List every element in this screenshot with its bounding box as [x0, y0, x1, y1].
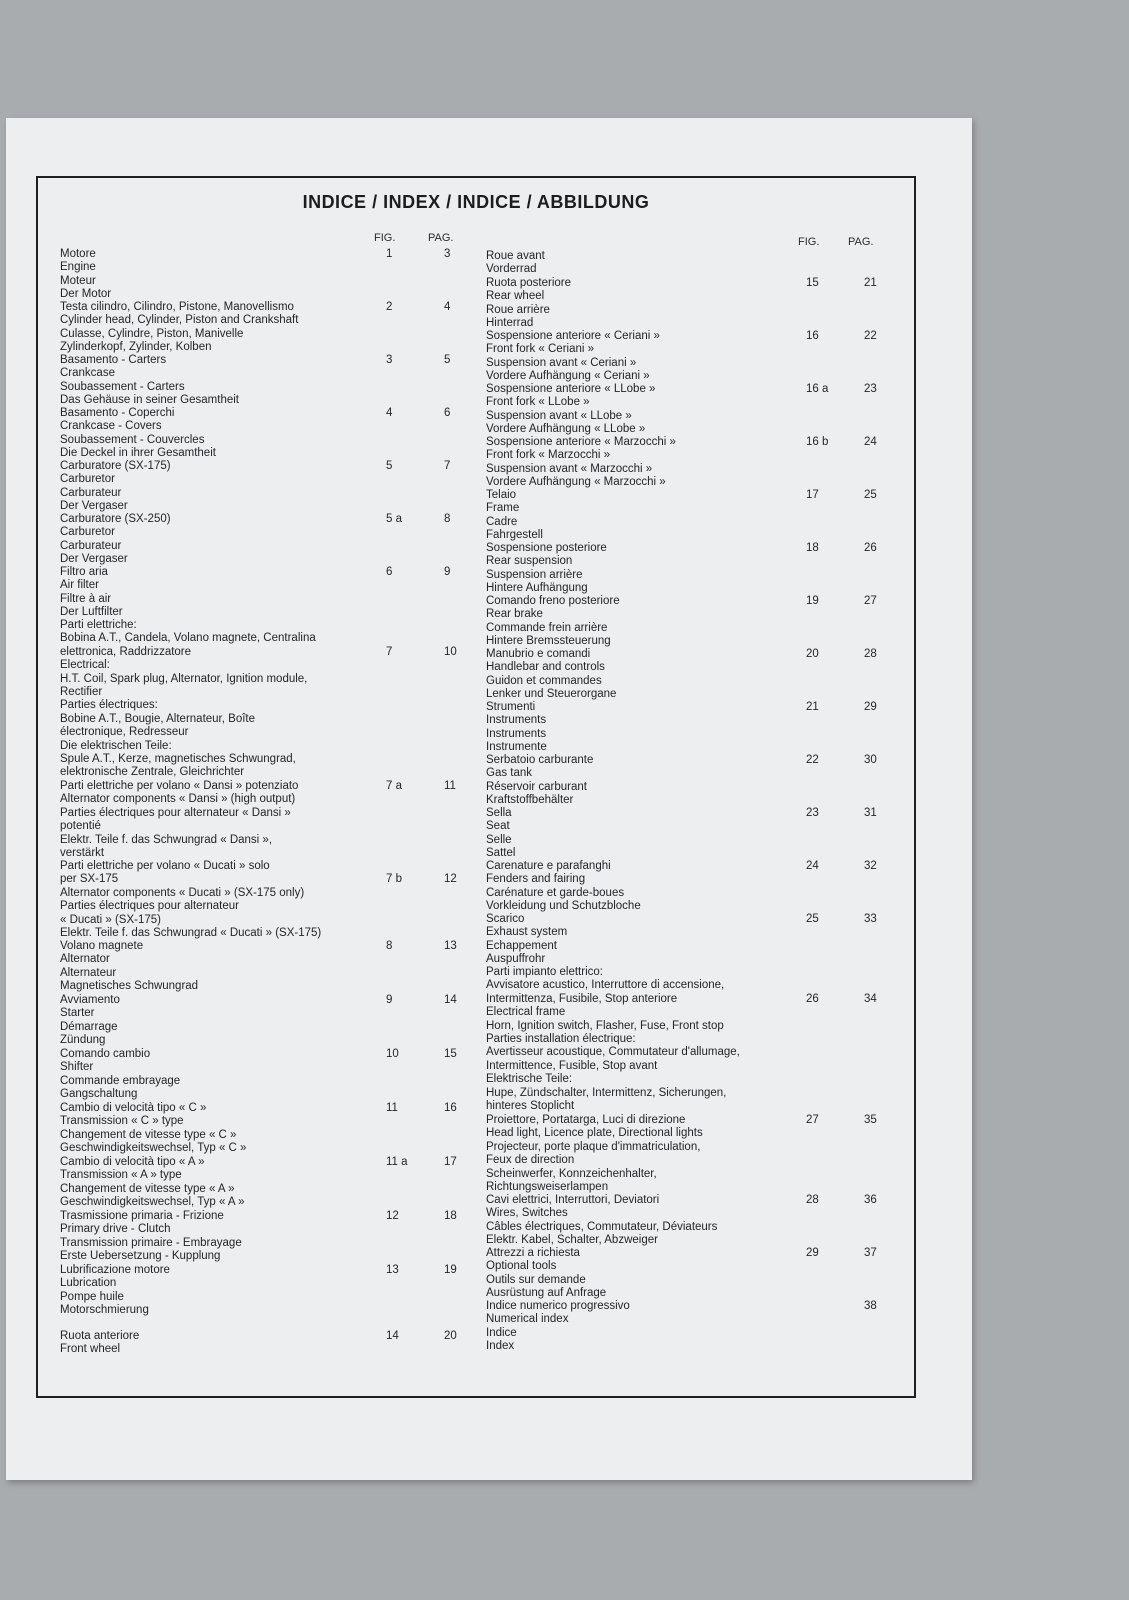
page-number: 30: [864, 754, 877, 766]
page-number: 35: [864, 1114, 877, 1126]
index-entry-line: Guidon et commandes: [486, 674, 602, 687]
index-entry-line: Sattel: [486, 847, 516, 860]
index-entry-line: Intermittenza, Fusibile, Stop anteriore: [486, 992, 678, 1005]
page-number: 4: [444, 301, 451, 313]
index-entry-line: Réservoir carburant: [486, 780, 587, 793]
index-entry-line: Der Vergaser: [60, 553, 128, 566]
fig-number: 6: [386, 566, 393, 578]
page-number: 3: [444, 248, 451, 260]
index-entry-line: Zündung: [60, 1034, 106, 1047]
index-entry-line: Front fork « LLobe »: [486, 396, 590, 409]
page-number: 9: [444, 566, 451, 578]
index-entry: [60, 1264, 480, 1318]
index-entry-line: Magnetisches Schwungrad: [60, 980, 199, 993]
index-entry-line: Auspuffrohr: [486, 953, 546, 966]
page-number: 27: [864, 595, 877, 607]
index-entry-line: Optional tools: [486, 1260, 557, 1273]
page-number: 6: [444, 407, 451, 419]
index-entry-line: verstärkt: [60, 847, 105, 860]
index-entry: [60, 301, 480, 355]
fig-number: 4: [386, 407, 393, 419]
page-number: 18: [444, 1210, 457, 1222]
fig-number: 3: [386, 354, 393, 366]
index-entry-line: Proiettore, Portatarga, Luci di direzione: [486, 1114, 686, 1126]
fig-number: 8: [386, 940, 393, 952]
index-entry-line: Commande frein arrière: [486, 621, 608, 634]
index-entry-line: Handlebar and controls: [486, 661, 605, 674]
index-entry-line: hinteres Stoplicht: [486, 1100, 575, 1113]
index-entry: [486, 250, 896, 277]
fig-number: 18: [806, 542, 819, 554]
index-entry-line: per SX-175: [60, 873, 119, 886]
index-entry-line: Front fork « Marzocchi »: [486, 449, 610, 462]
index-entry-line: Manubrio e comandi: [486, 648, 591, 660]
index-entry-line: Transmission « A » type: [60, 1169, 182, 1182]
pag-header: PAG.: [848, 236, 874, 248]
page-number: 12: [444, 873, 457, 886]
index-entry: [60, 566, 480, 620]
page-number: 38: [864, 1300, 877, 1312]
index-entry: [60, 1156, 480, 1210]
page-number: 26: [864, 542, 877, 554]
index-entry: [486, 807, 896, 861]
index-entry-line: Motorschmierung: [60, 1304, 149, 1317]
index-entry-line: Lubrication: [60, 1277, 117, 1290]
index-entry: [486, 1300, 896, 1354]
index-entry-line: Projecteur, porte plaque d'immatriculation,: [486, 1140, 701, 1153]
fig-number: 23: [806, 807, 819, 819]
index-entry-line: Sospensione posteriore: [486, 542, 607, 554]
index-entry-line: Carburatore (SX-250): [60, 513, 171, 525]
index-entry-line: électronique, Redresseur: [60, 726, 189, 739]
index-entry-line: Rear wheel: [486, 290, 545, 303]
fig-number: 2: [386, 301, 393, 313]
index-entry-line: Vordere Aufhängung « Ceriani »: [486, 370, 650, 383]
fig-number: 11: [386, 1102, 398, 1114]
index-entry-line: Attrezzi a richiesta: [486, 1247, 580, 1259]
index-entry-line: Alternator components « Ducati » (SX-175 only): [60, 886, 305, 899]
index-entry: [60, 513, 480, 567]
index-entry-line: Der Luftfilter: [60, 606, 123, 619]
index-entry-line: Crankcase - Covers: [60, 420, 162, 433]
index-entry: [486, 277, 896, 331]
page-number: 31: [864, 807, 877, 819]
index-entry-line: « Ducati » (SX-175): [60, 913, 161, 926]
index-entry-line: Echappement: [486, 939, 557, 952]
fig-header: FIG.: [798, 236, 820, 248]
index-entry-line: Changement de vitesse type « A »: [60, 1182, 235, 1195]
index-entry-line: Telaio: [486, 489, 517, 501]
index-entry-line: Vorkleidung und Schutzbloche: [486, 900, 641, 913]
index-entry-line: Serbatoio carburante: [486, 754, 594, 766]
index-entry: [486, 966, 896, 1113]
page-title: INDICE / INDEX / INDICE / ABBILDUNG: [302, 192, 650, 212]
index-entry-line: Transmission primaire - Embrayage: [60, 1236, 242, 1249]
index-entry-line: Rectifier: [60, 686, 103, 699]
page-number: 17: [444, 1156, 457, 1168]
fig-number: 7 b: [386, 873, 402, 886]
index-entry-line: Carburateur: [60, 486, 122, 499]
index-entry: [486, 913, 896, 967]
index-entry: [486, 1247, 896, 1301]
page-number: 13: [444, 940, 457, 952]
index-entry-line: Strumenti: [486, 701, 536, 713]
index-entry-line: Die elektrischen Teile:: [60, 739, 172, 752]
index-entry-line: Suspension avant « LLobe »: [486, 409, 632, 422]
index-entry-line: H.T. Coil, Spark plug, Alternator, Ignition module,: [60, 672, 308, 685]
index-entry-line: Erste Uebersetzung - Kupplung: [60, 1250, 221, 1263]
fig-number: 16: [806, 330, 819, 342]
index-entry-line: Basamento - Coperchi: [60, 407, 175, 419]
index-entry: [486, 1194, 896, 1248]
index-entry-line: Carburetor: [60, 473, 115, 486]
index-entry-line: Bobina A.T., Candela, Volano magnete, Centralina: [60, 632, 316, 645]
index-entry-line: Commande embrayage: [60, 1074, 181, 1087]
index-entry-line: Geschwindigkeitswechsel, Typ « C »: [60, 1142, 247, 1155]
page-number: 5: [444, 354, 451, 366]
index-entry-line: Wires, Switches: [486, 1207, 568, 1220]
index-entry-line: Horn, Ignition switch, Flasher, Fuse, Front stop: [486, 1019, 724, 1032]
fig-number: 19: [806, 595, 819, 607]
page-number: 20: [444, 1330, 457, 1342]
index-entry: [486, 1114, 896, 1194]
index-entry-line: Richtungsweiserlampen: [486, 1181, 609, 1194]
index-entry: [60, 354, 480, 408]
index-entry-line: Zylinderkopf, Zylinder, Kolben: [60, 341, 212, 354]
index-entry: [486, 383, 896, 437]
index-entry-line: Elektr. Teile f. das Schwungrad « Ducati » (SX-175): [60, 927, 322, 940]
index-entry-line: Testa cilindro, Cilindro, Pistone, Manovellismo: [60, 301, 294, 313]
fig-number: 14: [386, 1330, 399, 1342]
page-number: 37: [864, 1247, 877, 1259]
index-entry-line: Cylinder head, Cylinder, Piston and Crankshaft: [60, 314, 299, 327]
index-entry-line: Gas tank: [486, 767, 533, 780]
index-entry: [60, 619, 480, 780]
page-number: 36: [864, 1194, 877, 1206]
index-entry-line: Outils sur demande: [486, 1273, 586, 1286]
index-entry-line: Parti elettriche:: [60, 619, 137, 631]
index-entry: [486, 542, 896, 596]
fig-number: 20: [806, 648, 819, 660]
index-entry-line: Head light, Licence plate, Directional lights: [486, 1127, 703, 1140]
index-entry-line: Motore: [60, 248, 96, 260]
index-entry-line: Numerical index: [486, 1313, 569, 1326]
index-entry-line: Das Gehäuse in seiner Gesamtheit: [60, 394, 239, 407]
index-entry-line: Suspension avant « Marzocchi »: [486, 462, 653, 475]
index-entry-line: Gangschaltung: [60, 1088, 138, 1101]
index-entry-line: Cavi elettrici, Interruttori, Deviatori: [486, 1194, 660, 1206]
index-entry-line: Electrical frame: [486, 1006, 566, 1019]
index-entry-line: Engine: [60, 261, 96, 274]
index-entry-line: Basamento - Carters: [60, 354, 167, 366]
page-number: 21: [864, 277, 877, 289]
index-entry-line: Elektr. Teile f. das Schwungrad « Dansi »,: [60, 833, 273, 846]
page-number: 14: [444, 994, 457, 1006]
fig-number: 5: [386, 460, 393, 472]
index-entry-line: Front wheel: [60, 1343, 121, 1356]
index-entry: [60, 1102, 480, 1156]
page-number: 16: [444, 1102, 457, 1114]
index-entry: [486, 330, 896, 384]
fig-number: 9: [386, 994, 393, 1006]
index-entry-line: Feux de direction: [486, 1154, 575, 1167]
page-number: 23: [864, 383, 877, 395]
index-entry: [60, 1210, 480, 1264]
index-entry: [486, 754, 896, 808]
index-entry: [60, 460, 480, 514]
index-entry: [486, 436, 896, 490]
index-entry-line: Changement de vitesse type « C »: [60, 1128, 237, 1141]
index-entry: [60, 780, 480, 860]
index-entry: [60, 1048, 480, 1102]
fig-number: 10: [386, 1048, 399, 1060]
index-entry-line: Parties électriques pour alternateur: [60, 900, 239, 913]
index-entry-line: Parties installation électrique:: [486, 1033, 636, 1046]
index-entry-line: Frame: [486, 502, 520, 515]
index-entry-line: Parti impianto elettrico:: [486, 966, 603, 978]
fig-number: 17: [806, 489, 819, 501]
index-entry-line: Lubrificazione motore: [60, 1264, 170, 1276]
index-entry-line: Pompe huile: [60, 1290, 124, 1303]
index-entry: [60, 860, 480, 940]
index-entry-line: Rear brake: [486, 608, 543, 621]
index-entry-line: Sospensione anteriore « Ceriani »: [486, 330, 660, 342]
index-entry: [486, 489, 896, 543]
index-entry-line: Scheinwerfer, Konnzeichenhalter,: [486, 1167, 657, 1180]
page-number: 11: [444, 780, 456, 792]
page-number: 32: [864, 860, 877, 872]
page-number: 15: [444, 1048, 457, 1060]
index-entry-line: Avviamento: [60, 994, 120, 1006]
index-entry: [60, 407, 480, 461]
index-entry-line: Kraftstoffbehälter: [486, 794, 574, 807]
index-entry-line: Instrumente: [486, 741, 547, 754]
index-entry-line: Parties électriques pour alternateur « Dansi »: [60, 806, 291, 819]
index-entry-line: potentié: [60, 820, 101, 833]
index-entry-line: Roue avant: [486, 250, 545, 262]
page-number: 8: [444, 513, 451, 525]
index-entry-line: Cambio di velocità tipo « C »: [60, 1102, 207, 1114]
index-entry-line: Volano magnete: [60, 940, 144, 952]
fig-number: 15: [806, 277, 819, 289]
fig-number: 13: [386, 1264, 399, 1276]
fig-number: 26: [806, 992, 819, 1005]
page-sheet: [6, 118, 972, 1480]
index-entry-line: Carburetor: [60, 526, 115, 539]
index-entry-line: Roue arrière: [486, 303, 550, 316]
page-number: 22: [864, 330, 877, 342]
fig-number: 25: [806, 913, 819, 925]
index-entry-line: Câbles électriques, Commutateur, Déviateurs: [486, 1220, 718, 1233]
index-entry-line: Rear suspension: [486, 555, 573, 568]
index-entry-line: Elektr. Kabel, Schalter, Abzweiger: [486, 1234, 658, 1247]
fig-number: 29: [806, 1247, 819, 1259]
index-entry-line: Comando freno posteriore: [486, 595, 620, 607]
index-entry-line: Hupe, Zündschalter, Intermittenz, Sicherungen,: [486, 1086, 727, 1099]
index-entry-line: Transmission « C » type: [60, 1115, 184, 1128]
index-entry-line: Moteur: [60, 274, 96, 287]
index-entry-line: Parti elettriche per volano « Dansi » potenziato: [60, 780, 299, 792]
fig-number: 21: [806, 701, 819, 713]
index-entry-line: Scarico: [486, 913, 525, 925]
index-entry: [60, 940, 480, 994]
index-entry-line: Sella: [486, 807, 512, 819]
page-number: 29: [864, 701, 877, 713]
fig-number: 22: [806, 754, 819, 766]
fig-header: FIG.: [374, 232, 396, 244]
index-entry-line: Seat: [486, 820, 510, 833]
index-entry-line: Démarrage: [60, 1020, 118, 1033]
index-entry: [60, 994, 480, 1048]
index-entry-line: Fenders and fairing: [486, 873, 586, 886]
index-entry-line: Filtre à air: [60, 592, 112, 605]
index-entry-line: Indice numerico progressivo: [486, 1300, 630, 1312]
fig-number: 16 a: [806, 383, 829, 395]
index-entry-line: Alternator components « Dansi » (high output): [60, 793, 296, 806]
page-number: 24: [864, 436, 877, 448]
index-entry-line: Starter: [60, 1007, 95, 1020]
index-entry-line: Comando cambio: [60, 1048, 151, 1060]
index-entry-line: Indice: [486, 1326, 517, 1339]
index-entry: [486, 701, 896, 755]
index-entry-line: Index: [486, 1340, 515, 1353]
index-frame: [36, 176, 916, 1398]
fig-number: 28: [806, 1194, 819, 1206]
index-entry: [60, 1330, 480, 1357]
index-entry-line: Alternator: [60, 953, 110, 966]
index-entry-line: Carburateur: [60, 539, 122, 552]
index-entry-line: Alternateur: [60, 966, 117, 979]
page-number: 33: [864, 913, 877, 925]
index-entry-line: Instruments: [486, 714, 547, 727]
fig-number: 16 b: [806, 436, 829, 448]
index-entry-line: Die Deckel in ihrer Gesamtheit: [60, 447, 216, 460]
index-entry-line: Suspension arrière: [486, 568, 583, 581]
index-entry-line: Spule A.T., Kerze, magnetisches Schwungrad,: [60, 753, 296, 766]
fig-number: 11 a: [386, 1156, 408, 1168]
index-entry: [486, 648, 896, 702]
index-entry-line: Intermittence, Fusible, Stop avant: [486, 1059, 658, 1072]
index-entry: [486, 595, 896, 649]
index-entry-line: Bobine A.T., Bougie, Alternateur, Boîte: [60, 712, 255, 725]
page-number: 28: [864, 648, 877, 660]
index-entry-line: Vorderrad: [486, 263, 537, 276]
index-entry-line: Carburatore (SX-175): [60, 460, 171, 472]
index-entry-line: Filtro aria: [60, 566, 108, 578]
index-entry-line: Der Motor: [60, 288, 112, 301]
index-entry-line: Elektrische Teile:: [486, 1073, 573, 1086]
index-entry-line: Geschwindigkeitswechsel, Typ « A »: [60, 1196, 245, 1209]
pag-header: PAG.: [428, 232, 454, 244]
index-entry-line: Trasmissione primaria - Frizione: [60, 1210, 224, 1222]
index-entry-line: Sospensione anteriore « LLobe »: [486, 383, 656, 395]
index-entry-line: Exhaust system: [486, 926, 568, 939]
fig-number: 12: [386, 1210, 399, 1222]
fig-number: 27: [806, 1114, 819, 1126]
index-entry-line: Air filter: [60, 579, 99, 592]
index-entry-line: Lenker und Steuerorgane: [486, 688, 617, 701]
index-entry-line: Avvisatore acustico, Interruttore di accensione,: [486, 979, 725, 992]
index-entry-line: Crankcase: [60, 367, 115, 380]
page-number: 25: [864, 489, 877, 501]
fig-number: 7: [386, 645, 393, 658]
index-entry-line: Vordere Aufhängung « Marzocchi »: [486, 476, 666, 489]
index-entry-line: Primary drive - Clutch: [60, 1223, 171, 1236]
index-entry-line: Ausrüstung auf Anfrage: [486, 1287, 607, 1300]
index-entry-line: Sospensione anteriore « Marzocchi »: [486, 436, 676, 448]
fig-number: 1: [386, 248, 393, 260]
index-entry-line: Der Vergaser: [60, 500, 128, 513]
index-entry-line: Carenature e parafanghi: [486, 860, 611, 872]
page-number: 19: [444, 1264, 457, 1276]
index-entry-line: Cadre: [486, 515, 518, 528]
index-entry-line: Selle: [486, 833, 512, 846]
index-entry-line: Suspension avant « Ceriani »: [486, 356, 637, 369]
index-entry-line: Ruota anteriore: [60, 1330, 140, 1342]
fig-number: 7 a: [386, 780, 402, 792]
index-entry-line: Culasse, Cylindre, Piston, Manivelle: [60, 327, 244, 340]
index-entry-line: Hintere Bremssteuerung: [486, 635, 611, 648]
index-entry-line: Carénature et garde-boues: [486, 886, 625, 899]
index-entry-line: Vordere Aufhängung « LLobe »: [486, 423, 646, 436]
index-entry-line: elettronica, Raddrizzatore: [60, 645, 192, 658]
index-entry-line: Instruments: [486, 727, 547, 740]
index-entry-line: Parties électriques:: [60, 699, 158, 712]
index-entry-line: Cambio di velocità tipo « A »: [60, 1156, 205, 1168]
index-entry-line: Shifter: [60, 1061, 94, 1074]
index-entry-line: Parti elettriche per volano « Ducati » solo: [60, 860, 270, 872]
index-entry-line: Soubassement - Couvercles: [60, 433, 205, 446]
index-entry-line: Front fork « Ceriani »: [486, 343, 595, 356]
page-number: 7: [444, 460, 451, 472]
index-entry-line: Hintere Aufhängung: [486, 582, 588, 595]
index-entry-line: Soubassement - Carters: [60, 380, 185, 393]
index-entry: [60, 248, 480, 302]
index-entry-line: Ruota posteriore: [486, 277, 572, 289]
page-number: 10: [444, 645, 457, 658]
fig-number: 24: [806, 860, 819, 872]
index-entry-line: Fahrgestell: [486, 529, 543, 542]
index-entry-line: elektronische Zentrale, Gleichrichter: [60, 766, 245, 779]
page-number: 34: [864, 992, 877, 1005]
fig-number: 5 a: [386, 513, 402, 525]
index-entry-line: Electrical:: [60, 659, 110, 672]
index-entry: [486, 860, 896, 914]
index-entry-line: Avertisseur acoustique, Commutateur d'allumage,: [486, 1046, 740, 1059]
index-entry-line: Hinterrad: [486, 317, 534, 330]
